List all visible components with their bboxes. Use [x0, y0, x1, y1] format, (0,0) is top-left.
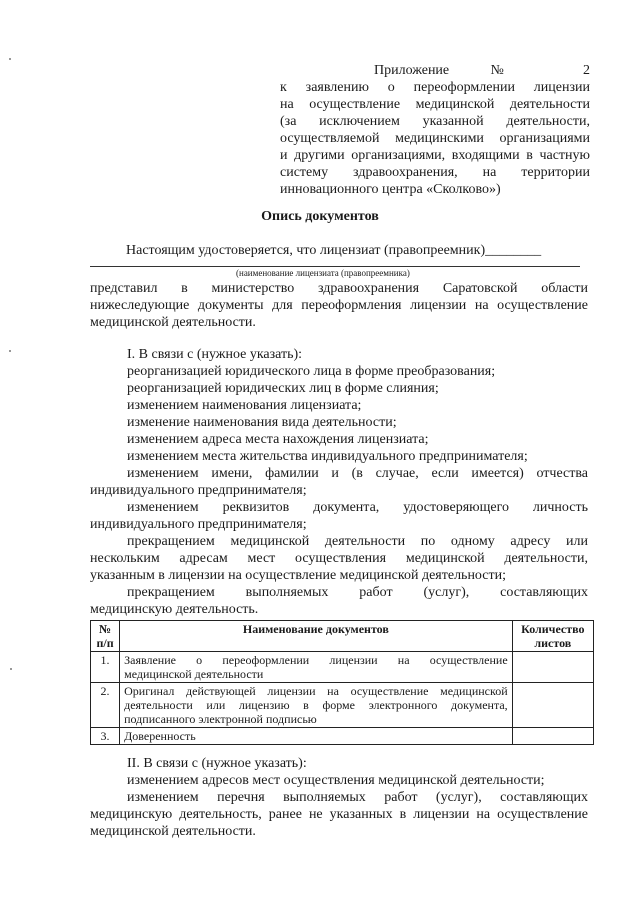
row-num: 1.: [91, 652, 120, 683]
text-line: индивидуального предпринимателя;: [90, 517, 307, 532]
row-name: [120, 728, 513, 745]
certify-text: Настоящим удостоверяется, что лицензиат (правопреемник)________: [126, 243, 542, 258]
table-row: [91, 683, 594, 728]
option-item: реорганизацией юридических лиц в форме слияния;: [127, 381, 439, 396]
text-line: представил в министерство здравоохранения Саратовской области: [90, 281, 588, 296]
row-num: 3.: [91, 728, 120, 745]
annex-line: к заявлению о переоформлении лицензии: [280, 80, 590, 95]
annex-header: [280, 62, 590, 198]
annex-line: инновационного центра «Сколково»): [280, 182, 501, 197]
option-item: изменением наименования лицензиата;: [127, 398, 362, 413]
text-line: медицинской деятельности.: [90, 315, 256, 330]
option-item: реорганизацией юридического лица в форме преобразования;: [127, 364, 496, 379]
text-line: медицинской деятельности.: [90, 824, 256, 839]
text-line: изменением реквизитов документа, удостоверяющего личность: [127, 500, 588, 515]
option-paragraph: [90, 533, 588, 584]
option-paragraph: [90, 499, 588, 533]
row-name: [120, 683, 513, 728]
section-2-heading: II. В связи с (нужное указать):: [127, 756, 307, 771]
section-1-heading: I. В связи с (нужное указать):: [127, 347, 303, 362]
option-paragraph: [90, 789, 588, 840]
annex-line: систему здравоохранения, на территории: [280, 165, 590, 180]
col-header-num: № п/п: [91, 621, 120, 652]
annex-line: осуществляемой медицинскими организациями: [280, 131, 590, 146]
row-name: [120, 652, 513, 683]
cell-line: медицинской деятельности: [124, 667, 264, 681]
text-line: медицинскую деятельность, ранее не указанных в лицензии на осуществление: [90, 807, 588, 822]
document-title: Опись документов: [261, 209, 379, 224]
text-line: указанным в лицензии на осуществление медицинской деятельности;: [90, 568, 506, 583]
option-paragraph: [90, 584, 588, 618]
scan-speck: [9, 58, 11, 60]
annex-title: Приложение № 2: [374, 63, 590, 78]
row-qty: [512, 652, 593, 683]
row-qty: [512, 728, 593, 745]
text-line: нижеследующие документы для переоформления лицензии на осуществление: [90, 298, 588, 313]
section-1: [90, 346, 588, 618]
text-line: нескольким адресам мест осуществления медицинской деятельности,: [90, 551, 588, 566]
cell-line: деятельности или лицензию в форме электронного документа,: [124, 698, 508, 712]
row-num: 2.: [91, 683, 120, 728]
row-qty: [512, 683, 593, 728]
section-2: [90, 755, 588, 840]
col-header-name: Наименование документов: [120, 621, 513, 652]
text-line: изменением перечня выполняемых работ (услуг), составляющих: [127, 790, 588, 805]
text-line: индивидуального предпринимателя;: [90, 483, 307, 498]
cell-line: Доверенность: [124, 729, 196, 743]
documents-table: [90, 620, 594, 745]
annex-line: и другими организациями, входящими в частную: [280, 148, 590, 163]
annex-line: на осуществление медицинской деятельности: [280, 97, 590, 112]
scan-speck: [9, 350, 11, 352]
option-item: изменением адресов мест осуществления медицинской деятельности;: [127, 773, 545, 788]
option-item: изменение наименования вида деятельности;: [127, 415, 397, 430]
table-row: [91, 728, 594, 745]
option-paragraph: [90, 465, 588, 499]
col-header-qty: Количество листов: [512, 621, 593, 652]
text-line: изменением имени, фамилии и (в случае, если имеется) отчества: [127, 466, 588, 481]
option-item: изменением адреса места нахождения лицензиата;: [127, 432, 429, 447]
cell-line: Оригинал действующей лицензии на осуществление медицинской: [124, 684, 508, 698]
licensee-caption: (наименование лицензиата (правопреемника): [236, 268, 410, 278]
option-item: изменением места жительства индивидуального предпринимателя;: [127, 449, 528, 464]
table-header-row: [91, 621, 594, 652]
intro-paragraph: [90, 280, 588, 331]
scan-speck: [10, 668, 12, 670]
annex-line: (за исключением указанной деятельности,: [280, 114, 590, 129]
text-line: прекращением медицинской деятельности по одному адресу или: [127, 534, 588, 549]
table-row: [91, 652, 594, 683]
cell-line: подписанного электронной подписью: [124, 712, 317, 726]
cell-line: Заявление о переоформлении лицензии на осуществление: [124, 653, 508, 667]
text-line: прекращением выполняемых работ (услуг), составляющих: [127, 585, 588, 600]
blank-line: [90, 266, 580, 267]
text-line: медицинскую деятельность.: [90, 602, 259, 617]
